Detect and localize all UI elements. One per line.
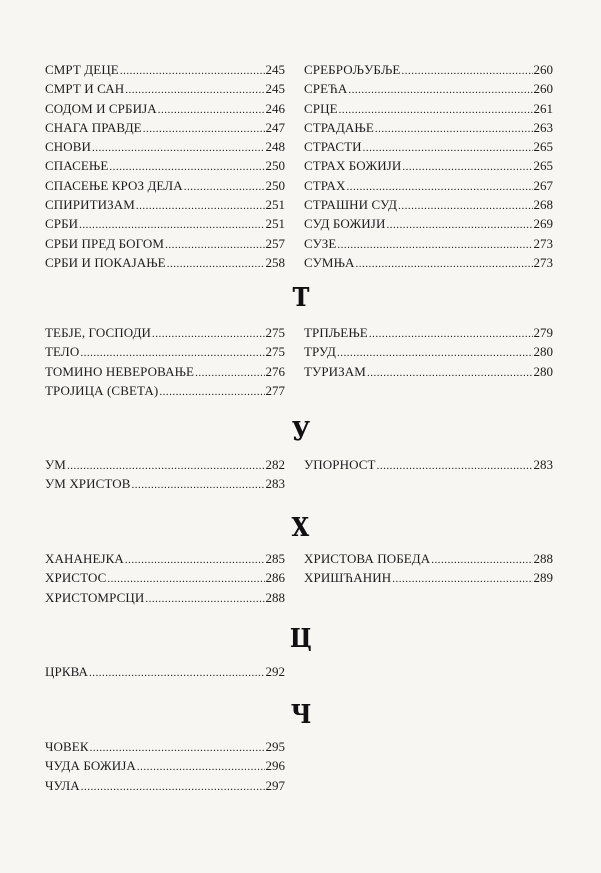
entry-label: СТРАШНИ СУД	[304, 197, 398, 213]
entry-label: СРЦЕ	[304, 100, 338, 116]
index-entry	[304, 137, 553, 156]
leader-dots	[392, 570, 532, 589]
entry-label: СРБИ ПРЕД БОГОМ	[45, 235, 165, 251]
entry-label: СТРАСТИ	[304, 139, 362, 155]
index-entry	[304, 342, 553, 361]
index-entry	[304, 455, 553, 474]
index-entry	[304, 568, 553, 587]
entry-label: СПИРИТИЗАМ	[45, 197, 135, 213]
letter-heading-u: У	[291, 417, 310, 447]
entry-label: ТУРИЗАМ	[304, 363, 366, 379]
index-entry	[304, 323, 553, 342]
leader-dots	[143, 120, 265, 139]
entry-label: СМРТ И САН	[45, 81, 125, 97]
entry-label: СУЗЕ	[304, 235, 337, 251]
entry-label: ТРПЉЕЊЕ	[304, 325, 368, 340]
entry-label: СТРАХ	[304, 177, 346, 193]
letter-heading-ch: Ч	[290, 700, 311, 730]
entry-page: 260	[533, 81, 553, 97]
entry-page: 296	[265, 758, 285, 774]
entry-label: ТЕБЈЕ, ГОСПОДИ	[45, 325, 152, 340]
leader-dots	[145, 590, 264, 609]
index-entry	[45, 342, 285, 361]
leader-dots	[402, 158, 532, 177]
entry-label: ТЕЛО	[45, 344, 80, 360]
index-entry	[45, 756, 285, 775]
index-entry	[304, 118, 553, 137]
leader-dots	[158, 101, 265, 120]
leader-dots	[195, 364, 264, 383]
index-entry	[304, 99, 553, 118]
entry-label: СПАСЕЊЕ	[45, 158, 109, 174]
entry-page: 265	[533, 158, 553, 174]
entry-label: СТРАХ БОЖИЈИ	[304, 158, 402, 174]
index-entry	[45, 662, 285, 681]
leader-dots	[159, 383, 264, 402]
index-entry	[304, 156, 553, 175]
index-entry	[45, 455, 285, 474]
index-entry	[45, 176, 285, 195]
index-entry	[304, 549, 553, 568]
index-entry	[304, 60, 553, 79]
section-u-left-column	[45, 455, 285, 494]
entry-page: 292	[265, 664, 285, 679]
entry-label: СНАГА ПРАВДЕ	[45, 119, 142, 135]
index-entry	[304, 234, 553, 253]
entry-label: УПОРНОСТ	[304, 457, 376, 472]
leader-dots	[184, 178, 265, 197]
letter-heading-t: Т	[292, 283, 309, 313]
entry-page: 275	[265, 325, 285, 340]
entry-page: 265	[533, 139, 553, 155]
entry-page: 248	[265, 139, 285, 155]
entry-page: 282	[265, 457, 285, 472]
entry-page: 268	[533, 197, 553, 213]
section-s-left-column	[45, 60, 285, 272]
entry-page: 258	[265, 254, 285, 270]
index-entry	[45, 568, 285, 587]
entry-page: 289	[533, 570, 553, 586]
entry-page: 297	[265, 777, 285, 793]
entry-label: УМ ХРИСТОВ	[45, 476, 131, 492]
index-entry	[45, 588, 285, 607]
index-entry	[45, 474, 285, 493]
index-entry	[45, 195, 285, 214]
entry-page: 257	[265, 235, 285, 251]
entry-page: 295	[265, 739, 285, 754]
entry-page: 275	[265, 344, 285, 360]
entry-label: ЧОВЕК	[45, 739, 89, 754]
entry-page: 276	[265, 363, 285, 379]
entry-page: 251	[265, 197, 285, 213]
entry-label: ХРИСТОВА ПОБЕДА	[304, 551, 431, 566]
index-entry	[304, 362, 553, 381]
entry-label: ТОМИНО НЕВЕРОВАЊЕ	[45, 363, 195, 379]
entry-label: СРБИ	[45, 216, 79, 232]
entry-label: СУД БОЖИЈИ	[304, 216, 386, 232]
leader-dots	[431, 551, 532, 570]
section-t-right-column	[304, 323, 553, 381]
index-entry	[304, 195, 553, 214]
entry-page: 273	[533, 254, 553, 270]
section-h-left-column	[45, 549, 285, 607]
leader-dots	[348, 81, 532, 100]
entry-label: СРБИ И ПОКАЈАЊЕ	[45, 254, 166, 270]
letter-heading-ts: Ц	[289, 624, 312, 654]
entry-page: 269	[533, 216, 553, 232]
index-entry	[45, 156, 285, 175]
index-entry	[45, 60, 285, 79]
index-entry	[45, 99, 285, 118]
index-entry	[45, 549, 285, 568]
leader-dots	[120, 62, 265, 81]
leader-dots	[398, 197, 532, 216]
leader-dots	[401, 62, 532, 81]
entry-page: 283	[265, 476, 285, 492]
entry-page: 288	[533, 551, 553, 566]
index-entry	[45, 362, 285, 381]
section-s-right-column	[304, 60, 553, 272]
entry-page: 273	[533, 235, 553, 251]
leader-dots	[375, 120, 533, 139]
index-entry	[45, 776, 285, 795]
entry-label: ЧУДА БОЖИЈА	[45, 758, 136, 774]
section-t-left-column	[45, 323, 285, 400]
index-entry	[45, 137, 285, 156]
entry-page: 286	[265, 570, 285, 586]
entry-page: 250	[265, 158, 285, 174]
entry-label: СОДОМ И СРБИЈА	[45, 100, 157, 116]
leader-dots	[81, 778, 265, 797]
entry-page: 260	[533, 62, 553, 77]
index-entry	[45, 118, 285, 137]
entry-label: ЧУЛА	[45, 777, 80, 793]
entry-label: СРЕЋА	[304, 81, 348, 97]
entry-page: 245	[265, 62, 285, 77]
leader-dots	[167, 255, 265, 274]
entry-label: ХРИСТОС	[45, 570, 107, 586]
entry-page: 279	[533, 325, 553, 340]
leader-dots	[377, 457, 533, 476]
letter-heading-h: Х	[291, 513, 310, 543]
entry-label: СРЕБРОЉУБЉЕ	[304, 62, 401, 77]
entry-page: 280	[533, 344, 553, 360]
leader-dots	[386, 216, 532, 235]
index-entry	[304, 176, 553, 195]
index-entry	[304, 79, 553, 98]
entry-page: 245	[265, 81, 285, 97]
entry-label: УМ	[45, 457, 66, 472]
index-entry	[304, 214, 553, 233]
entry-page: 261	[533, 100, 553, 116]
leader-dots	[136, 197, 265, 216]
index-entry	[45, 737, 285, 756]
leader-dots	[125, 551, 265, 570]
entry-label: СНОВИ	[45, 139, 92, 155]
entry-label: СУМЊА	[304, 254, 355, 270]
section-h-right-column	[304, 549, 553, 588]
index-entry	[45, 381, 285, 400]
entry-label: СТРАДАЊЕ	[304, 119, 374, 135]
entry-label: СМРТ ДЕЦЕ	[45, 62, 119, 77]
leader-dots	[369, 325, 533, 344]
entry-page: 280	[533, 363, 553, 379]
entry-page: 247	[265, 119, 285, 135]
leader-dots	[165, 236, 264, 255]
entry-label: ТРУД	[304, 344, 337, 360]
entry-page: 263	[533, 119, 553, 135]
leader-dots	[152, 325, 264, 344]
leader-dots	[132, 476, 265, 495]
leader-dots	[92, 139, 264, 158]
leader-dots	[89, 664, 264, 683]
index-entry	[45, 79, 285, 98]
index-entry	[45, 253, 285, 272]
leader-dots	[337, 344, 532, 363]
leader-dots	[356, 255, 533, 274]
section-u-right-column	[304, 455, 553, 474]
entry-page: 285	[265, 551, 285, 566]
entry-label: ХАНАНЕЈКА	[45, 551, 124, 566]
leader-dots	[137, 758, 265, 777]
entry-page: 277	[265, 382, 285, 398]
entry-label: ХРИШЋАНИН	[304, 570, 392, 586]
index-entry	[45, 323, 285, 342]
index-entry	[45, 234, 285, 253]
section-ch-left-column	[45, 737, 285, 795]
entry-label: СПАСЕЊЕ КРОЗ ДЕЛА	[45, 177, 183, 193]
entry-page: 251	[265, 216, 285, 232]
leader-dots	[337, 236, 532, 255]
index-entry	[45, 214, 285, 233]
entry-label: ЦРКВА	[45, 664, 89, 679]
entry-page: 283	[533, 457, 553, 472]
entry-page: 288	[265, 589, 285, 605]
entry-label: ХРИСТОМРСЦИ	[45, 589, 145, 605]
leader-dots	[367, 364, 533, 383]
index-entry	[304, 253, 553, 272]
entry-page: 267	[533, 177, 553, 193]
entry-label: ТРОЈИЦА (СВЕТА)	[45, 382, 159, 398]
entry-page: 250	[265, 177, 285, 193]
section-ts-left-column	[45, 662, 285, 681]
entry-page: 246	[265, 100, 285, 116]
